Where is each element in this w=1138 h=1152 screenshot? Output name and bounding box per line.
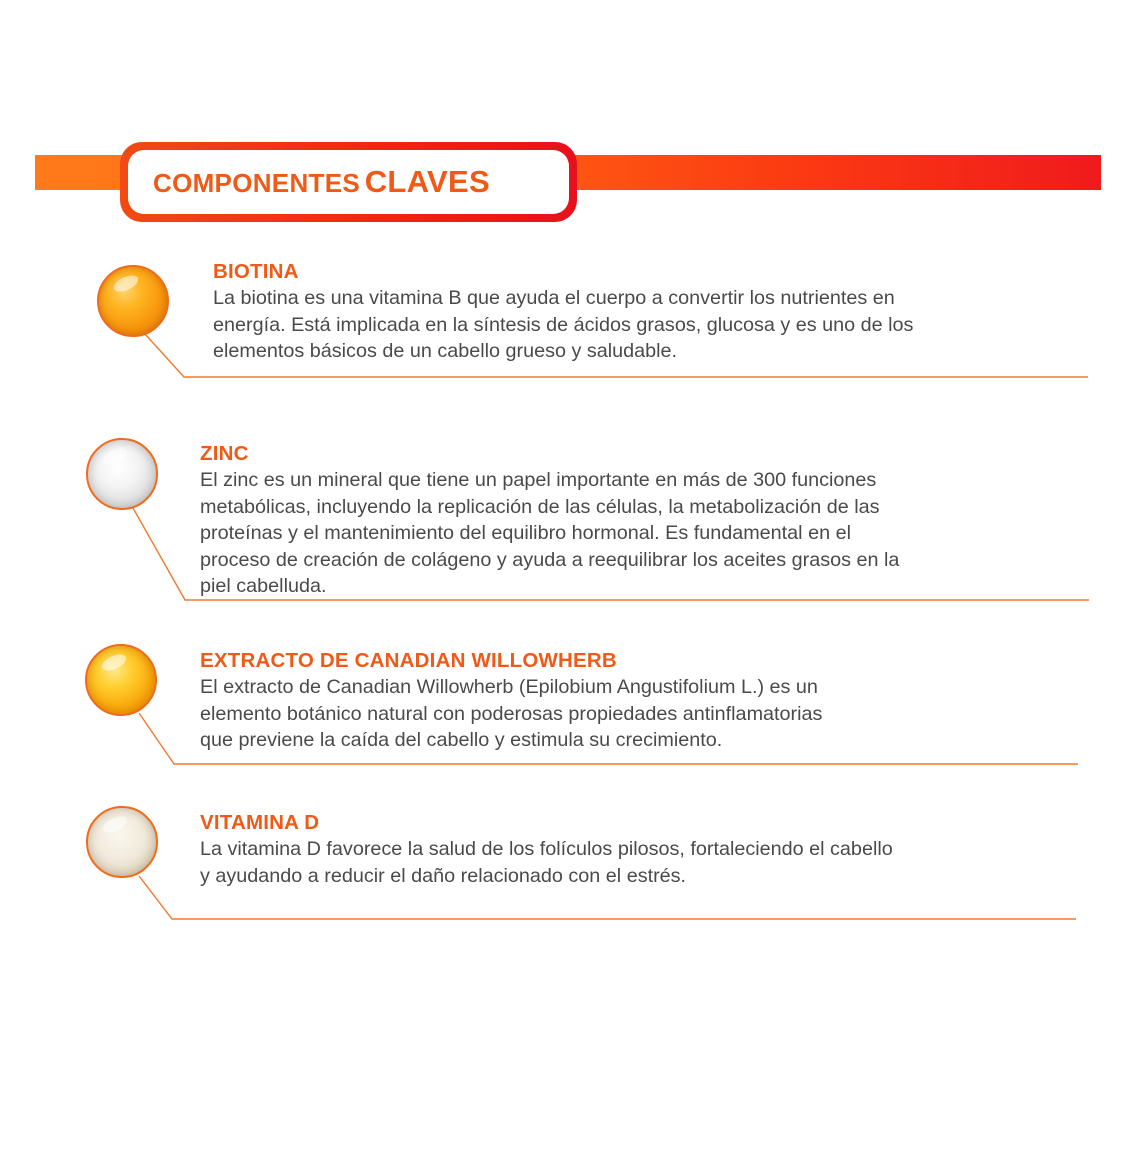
component-description-line: piel cabelluda.: [200, 575, 327, 597]
component-description-line: La biotina es una vitamina B que ayuda el cuerpo a convertir los nutrientes en: [213, 287, 895, 309]
zinc-powder-icon: [86, 438, 158, 510]
component-title: EXTRACTO DE CANADIAN WILLOWHERB: [200, 649, 617, 672]
component-description-line: La vitamina D favorece la salud de los folículos pilosos, fortaleciendo el cabello: [200, 838, 893, 860]
page-title: [153, 164, 490, 200]
component-title: BIOTINA: [213, 260, 299, 283]
page-title-part1: COMPONENTES: [153, 168, 360, 198]
component-vitamina-d: [200, 810, 893, 889]
component-biotina: [213, 259, 913, 365]
component-willowherb: [200, 648, 822, 754]
component-description-line: elemento botánico natural con poderosas propiedades antinflamatorias: [200, 702, 823, 725]
component-description-line: elementos básicos de un cabello grueso y saludable.: [213, 340, 678, 362]
vitamin-d-cream-icon: [86, 806, 158, 878]
component-zinc: [200, 441, 899, 600]
component-title: VITAMINA D: [200, 811, 320, 834]
component-description-line: energía. Está implicada en la síntesis de ácidos grasos, glucosa y es uno de los: [213, 313, 914, 336]
title-badge: [120, 142, 577, 222]
component-description-line: y ayudando a reducir el daño relacionado con el estrés.: [200, 864, 687, 887]
biotin-powder-icon: [97, 265, 169, 337]
component-description-line: proteínas y el mantenimiento del equilibro hormonal. Es fundamental en el: [200, 522, 851, 544]
page-title-part2: CLAVES: [364, 164, 490, 199]
component-description-line: El zinc es un mineral que tiene un papel importante en más de 300 funciones: [200, 469, 877, 491]
component-description-line: proceso de creación de colágeno y ayuda a reequilibrar los aceites grasos en la: [200, 548, 900, 571]
component-description-line: El extracto de Canadian Willowherb (Epilobium Angustifolium L.) es un: [200, 676, 818, 698]
component-description-line: metabólicas, incluyendo la replicación de las células, la metabolización de las: [200, 495, 880, 518]
willowherb-extract-icon: [85, 644, 157, 716]
title-badge-inner: [128, 150, 569, 214]
component-description-line: que previene la caída del cabello y estimula su crecimiento.: [200, 729, 723, 751]
component-title: ZINC: [200, 442, 249, 465]
